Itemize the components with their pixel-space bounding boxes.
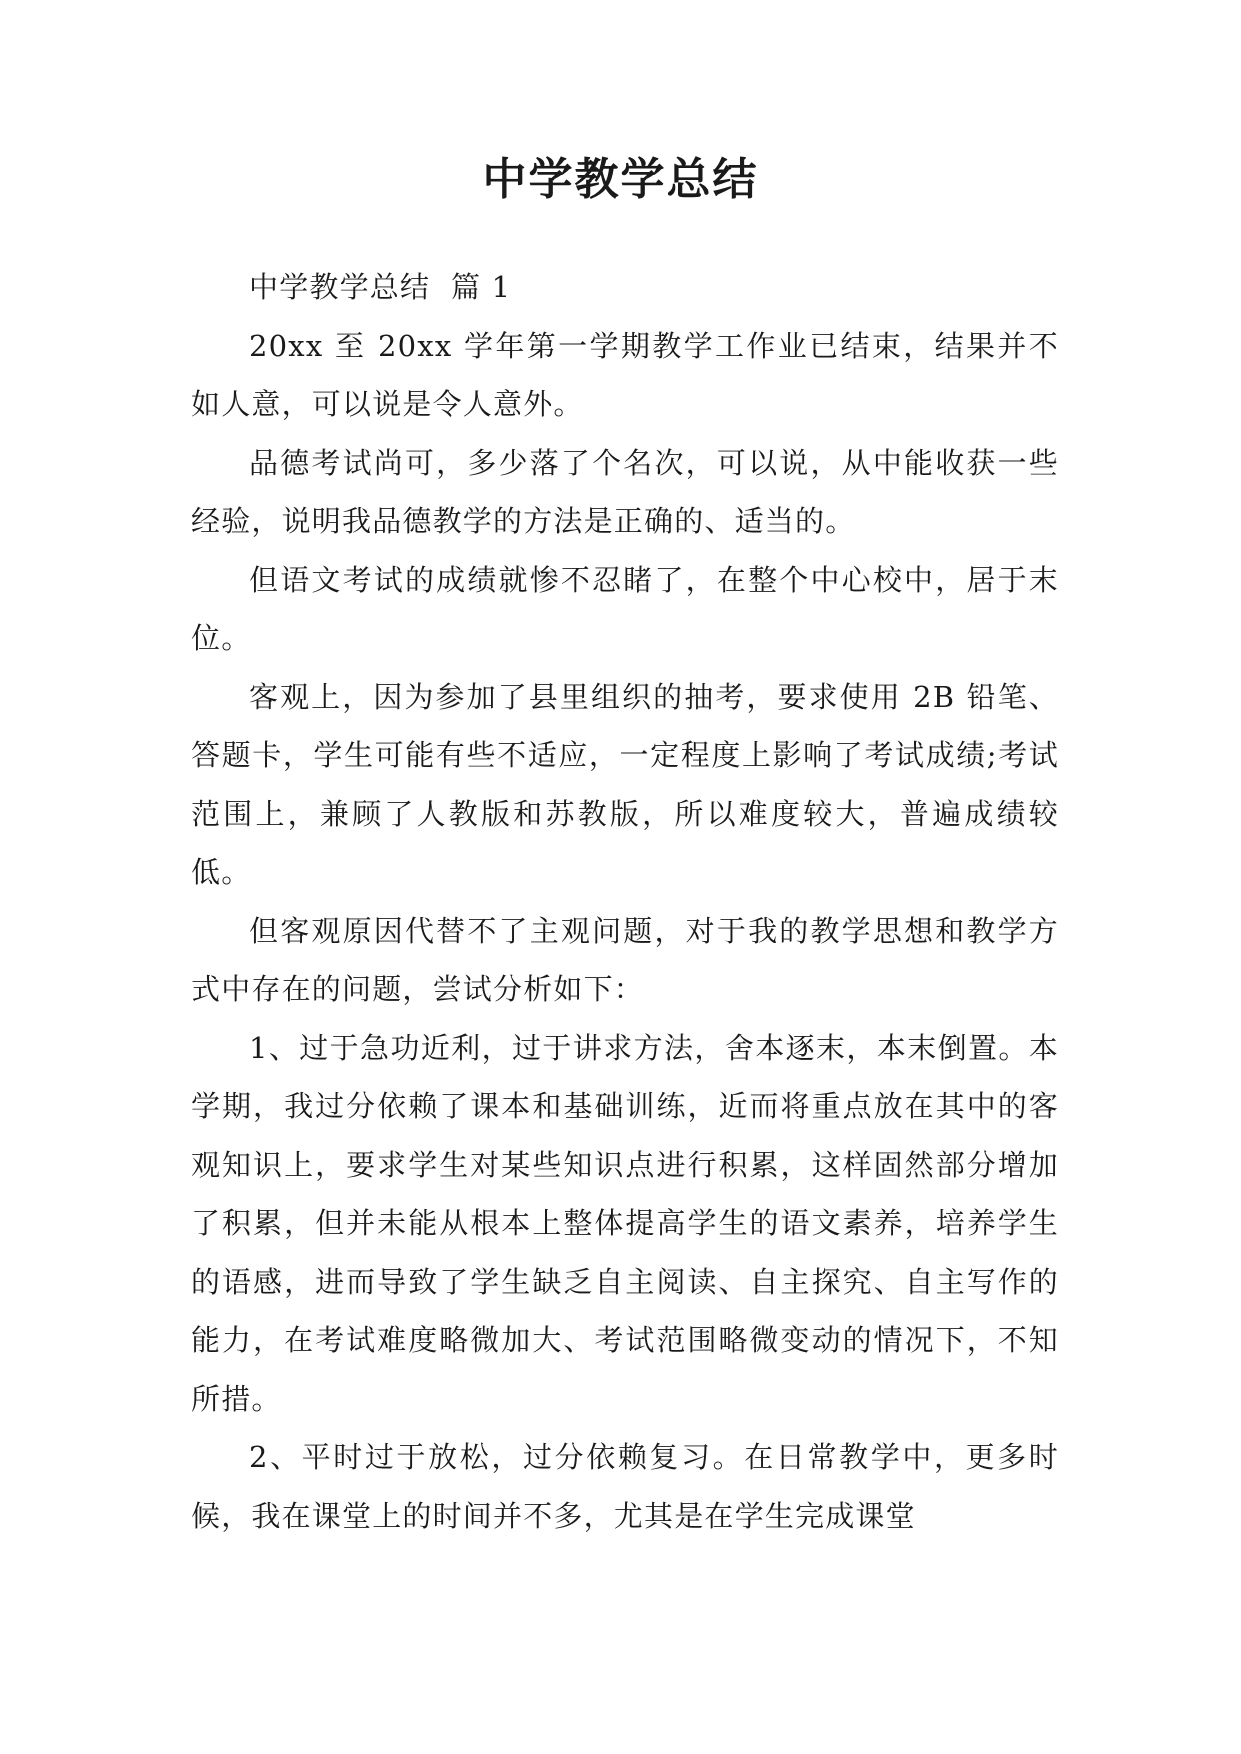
paragraph: 客观上，因为参加了县里组织的抽考，要求使用 2B 铅笔、答题卡，学生可能有些不适应，一定程度上影响了考试成绩;考试范围上，兼顾了人教版和苏教版，所以难度较大，普遍成绩较低。: [191, 679, 1059, 889]
paragraph: 品德考试尚可，多少落了个名次，可以说，从中能收获一些经验，说明我品德教学的方法是正确的、适当的。: [191, 445, 1059, 538]
paragraph: 但客观原因代替不了主观问题，对于我的教学思想和教学方式中存在的问题，尝试分析如下：: [191, 913, 1059, 1006]
document-title: 中学教学总结: [482, 154, 759, 205]
paragraph: 20xx 至 20xx 学年第一学期教学工作业已结束，结果并不如人意，可以说是令人意外。: [191, 328, 1059, 421]
paragraph: 但语文考试的成绩就惨不忍睹了，在整个中心校中，居于末位。: [191, 562, 1059, 655]
paragraph: 2、平时过于放松，过分依赖复习。在日常教学中，更多时候，我在课堂上的时间并不多，尤其是在学生完成课堂: [191, 1440, 1059, 1533]
section-heading: 中学教学总结 篇 1: [249, 270, 512, 304]
document-body: [191, 258, 1059, 1545]
paragraph: 1、过于急功近利，过于讲求方法，舍本逐末，本末倒置。本学期，我过分依赖了课本和基础训练，近而将重点放在其中的客观知识上，要求学生对某些知识点进行积累，这样固然部分增加了积累，但并未能从根本上整体提高学生的语文素养，培养学生的语感，进而导致了学生缺乏自主阅读、自主探究、自主写作的能力，在考试难度略微加大、考试范围略微变动的情况下，不知所措。: [191, 1030, 1059, 1416]
